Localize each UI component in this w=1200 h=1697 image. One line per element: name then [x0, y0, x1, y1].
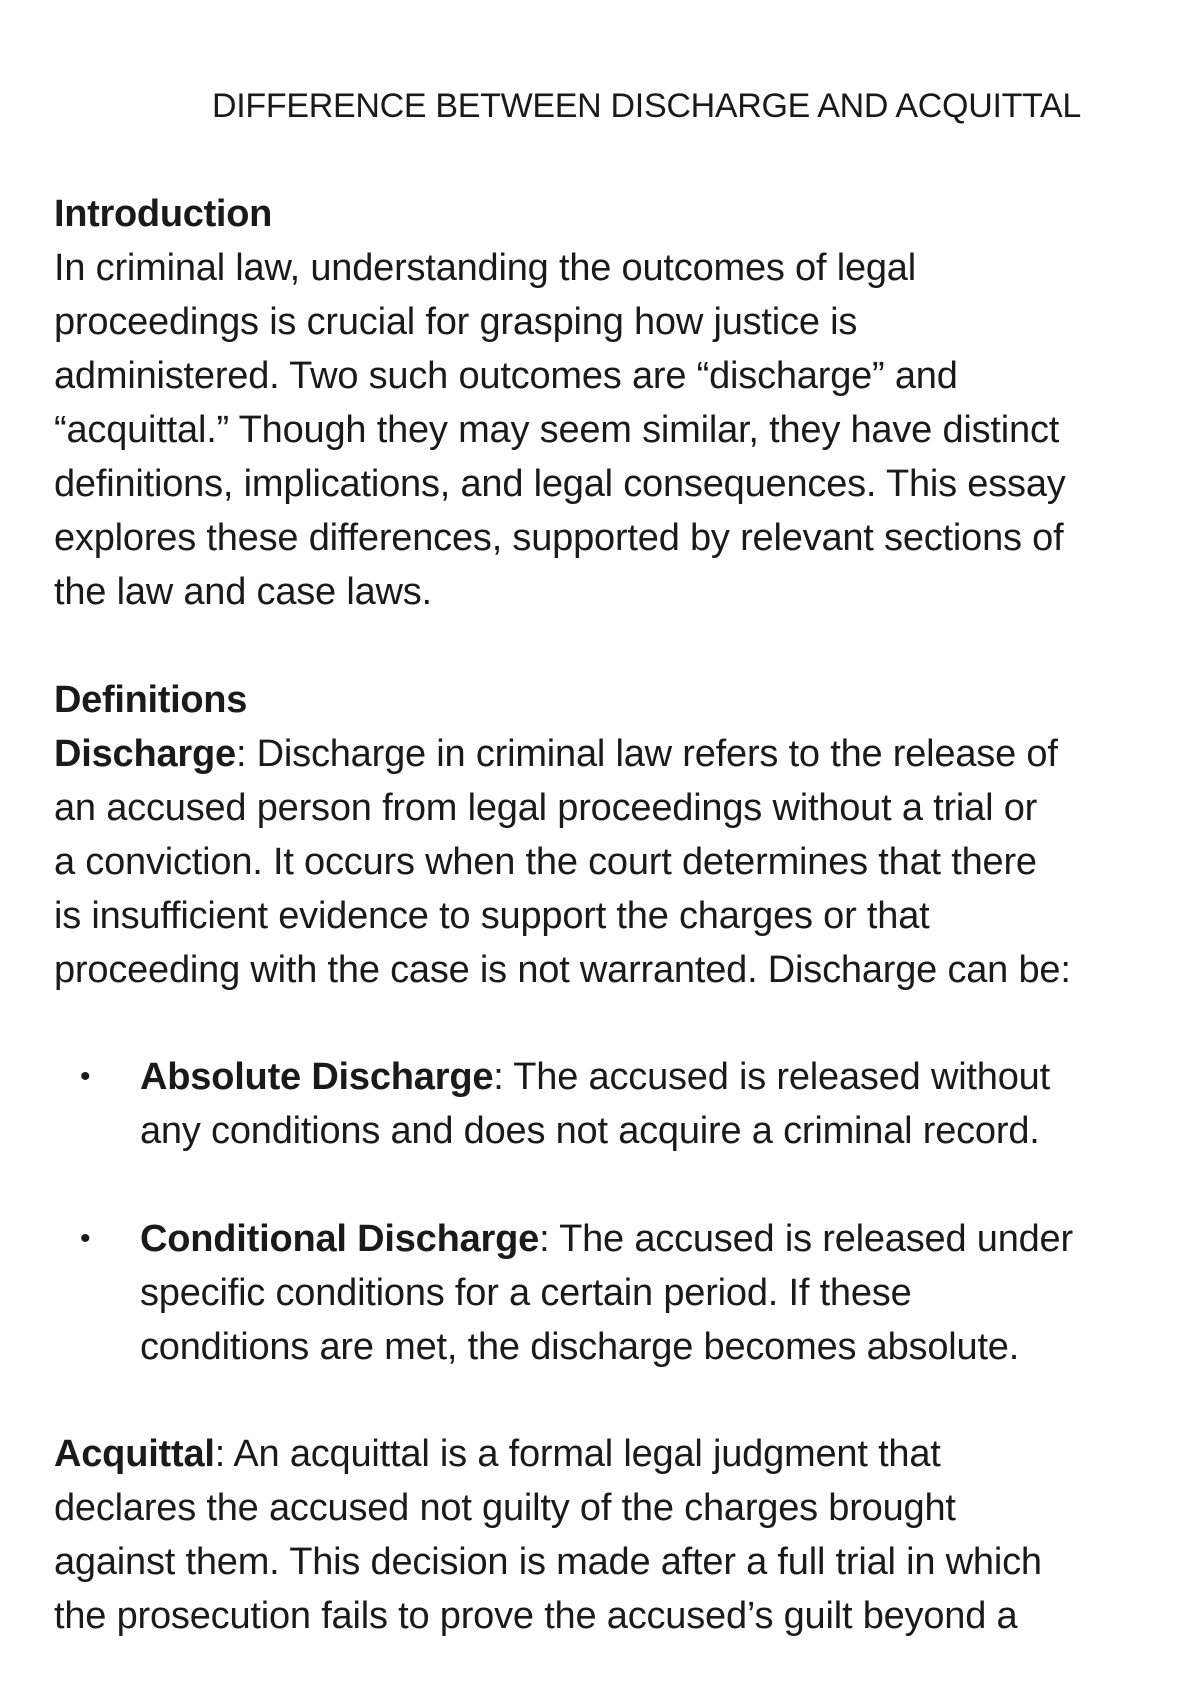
bullet-line: specific conditions for a certain period. If these — [140, 1272, 912, 1314]
discharge-first-line-text: : Discharge in criminal law refers to the release of — [235, 733, 1058, 775]
discharge-types-list-1 — [54, 1050, 1050, 1158]
discharge-line: is insufficient evidence to support the charges or that — [54, 895, 930, 937]
discharge-first-line — [54, 727, 1071, 781]
introduction-heading: Introduction — [54, 193, 273, 235]
discharge-line: an accused person from legal proceedings without a trial or — [54, 787, 1038, 829]
introduction-line: the law and case laws. — [54, 571, 432, 613]
bullet-first-line-text: : The accused is released under — [539, 1218, 1073, 1260]
definitions-heading: Definitions — [54, 679, 248, 721]
discharge-line: a conviction. It occurs when the court determines that there — [54, 841, 1037, 883]
acquittal-term: Acquittal — [54, 1433, 215, 1475]
bullet-line: any conditions and does not acquire a criminal record. — [140, 1110, 1040, 1152]
introduction-line: definitions, implications, and legal consequences. This essay — [54, 463, 1066, 505]
introduction-line: administered. Two such outcomes are “discharge” and — [54, 355, 958, 397]
introduction-line: proceedings is crucial for grasping how justice is — [54, 301, 858, 343]
discharge-paragraph — [54, 727, 1071, 997]
acquittal-line: the prosecution fails to prove the accused’s guilt beyond a — [54, 1595, 1018, 1637]
discharge-types-list-2 — [54, 1212, 1073, 1374]
introduction-line: explores these differences, supported by relevant sections of — [54, 517, 1064, 559]
introduction-line: “acquittal.” Though they may seem similar, they have distinct — [54, 409, 1060, 451]
absolute-discharge-term: Absolute Discharge — [140, 1056, 494, 1098]
list-item-absolute-discharge — [54, 1050, 1050, 1158]
bullet-icon: • — [80, 1222, 91, 1255]
introduction-line: In criminal law, understanding the outcomes of legal — [54, 247, 916, 289]
acquittal-paragraph — [54, 1427, 1042, 1643]
bullet-first-line — [140, 1212, 1073, 1266]
discharge-term: Discharge — [54, 733, 236, 775]
introduction-paragraph — [54, 241, 1066, 619]
acquittal-first-line — [54, 1427, 1042, 1481]
list-item-conditional-discharge — [54, 1212, 1073, 1374]
bullet-line: conditions are met, the discharge becomes absolute. — [140, 1326, 1020, 1368]
discharge-line: proceeding with the case is not warranted. Discharge can be: — [54, 949, 1071, 991]
document-title: DIFFERENCE BETWEEN DISCHARGE AND ACQUITTAL — [212, 87, 1081, 125]
bullet-first-line-text: : The accused is released without — [493, 1056, 1050, 1098]
acquittal-line: against them. This decision is made after a full trial in which — [54, 1541, 1042, 1583]
bullet-first-line — [140, 1050, 1050, 1104]
bullet-icon: • — [80, 1060, 91, 1093]
acquittal-line: declares the accused not guilty of the charges brought — [54, 1487, 956, 1529]
conditional-discharge-term: Conditional Discharge — [140, 1218, 540, 1260]
acquittal-first-line-text: : An acquittal is a formal legal judgment that — [214, 1433, 941, 1475]
